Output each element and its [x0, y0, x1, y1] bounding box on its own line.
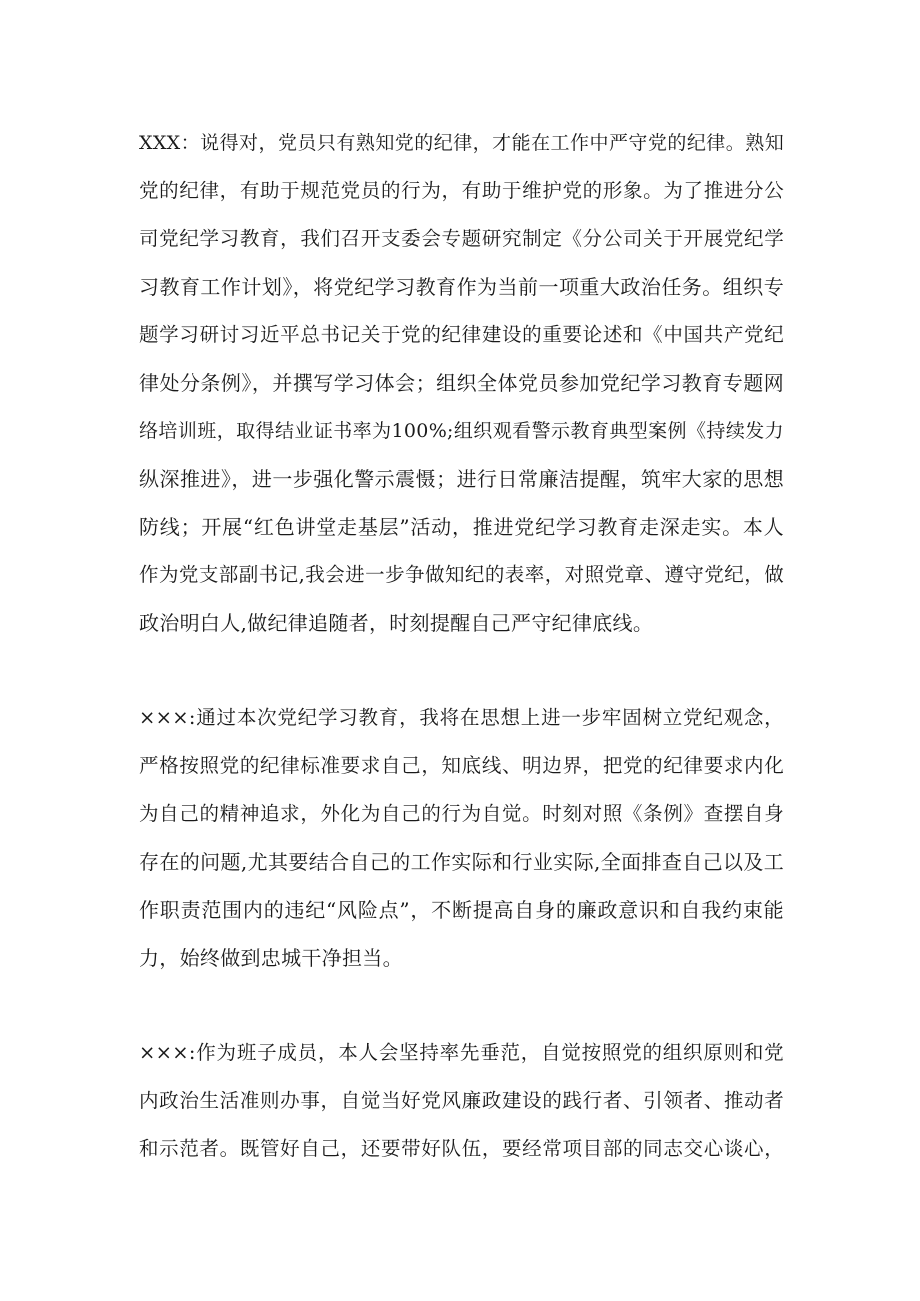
text-line: 和示范者。既管好自己，还要带好队伍，要经常项目部的同志交心谈心， — [139, 1137, 784, 1160]
text-line: 防线；开展“红色讲堂走基层”活动，推进党纪学习教育走深走实。本人 — [139, 515, 784, 539]
text-line: 内政治生活准则办事，自觉当好党风廉政建设的践行者、引领者、推动者 — [139, 1089, 784, 1112]
text-line: 力，始终做到忠城干净担当。 — [139, 946, 403, 970]
text-line: 作为党支部副书记,我会进一步争做知纪的表率，对照党章、遵守党纪，做 — [139, 563, 784, 586]
text-line: ×××:作为班子成员，本人会坚持率先垂范，自觉按照党的组织原则和党 — [139, 1041, 784, 1064]
text-line: 存在的问题,尤其要结合自己的工作实际和行业实际,全面排查自己以及工 — [139, 850, 784, 874]
text-line: 作职责范围内的违纪“风险点”，不断提高自身的廉政意识和自我约束能 — [139, 898, 784, 922]
text-line: 党的纪律，有助于规范党员的行为，有助于维护党的形象。为了推进分公 — [139, 179, 784, 202]
text-line: XXX：说得对，党员只有熟知党的纪律，才能在工作中严守党的纪律。熟知 — [139, 132, 784, 154]
text-line: 律处分条例》，并撰写学习体会；组织全体党员参加党纪学习教育专题网 — [139, 371, 784, 395]
text-line: 为自己的精神追求，外化为自己的行为自觉。时刻对照《条例》查摆自身 — [139, 802, 784, 825]
text-line: 习教育工作计划》，将党纪学习教育作为当前一项重大政治任务。组织专 — [139, 275, 784, 299]
text-line: ×××:通过本次党纪学习教育，我将在思想上进一步牢固树立党纪观念， — [139, 706, 784, 729]
paragraph-3 — [139, 1029, 784, 1173]
text-line: 严格按照党的纪律标准要求自己，知底线、明边界，把党的纪律要求内化 — [139, 754, 784, 777]
text-line: 司党纪学习教育，我们召开支委会专题研究制定《分公司关于开展党纪学 — [139, 227, 784, 250]
text-line: 题学习研讨习近平总书记关于党的纪律建设的重要论述和《中国共产党纪 — [139, 323, 784, 346]
text-line: 政治明白人,做纪律追随者，时刻提醒自己严守纪律底线。 — [139, 611, 654, 635]
text-line: 络培训班，取得结业证书率为100%;组织观看警示教育典型案例《持续发力 — [139, 420, 784, 442]
paragraph-2 — [139, 694, 784, 982]
text-line: 纵深推进》，进一步强化警示震慑；进行日常廉洁提醒，筑牢大家的思想 — [139, 467, 784, 491]
paragraph-1 — [139, 119, 784, 647]
